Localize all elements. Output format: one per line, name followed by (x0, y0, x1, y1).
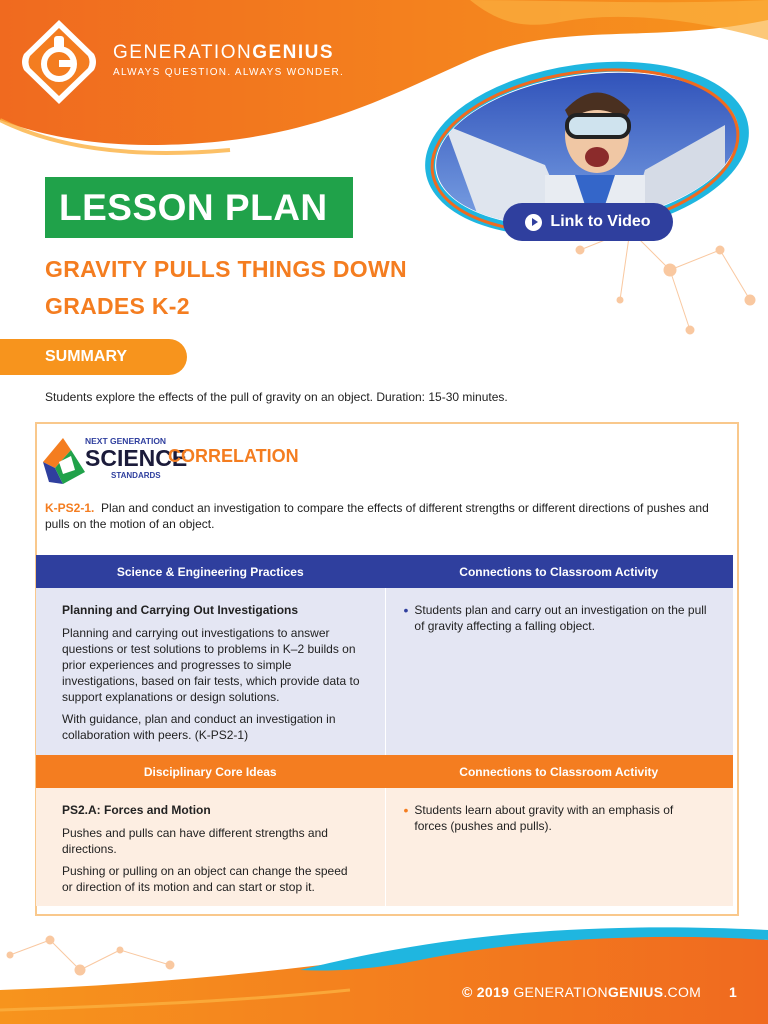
core-ideas-cell (36, 788, 385, 906)
video-button-label: Link to Video (550, 213, 651, 230)
link-to-video-button[interactable] (503, 203, 673, 241)
lesson-title: GRAVITY PULLS THINGS DOWN (45, 256, 407, 282)
practices-para1: Planning and carrying out investigations to answer questions or test solutions to problems in K–2 builds on prior experiences and progresses to simple investigations, based on fair tests, which provide data to support explanations or design solutions. (62, 626, 360, 704)
practices-cell (36, 588, 385, 755)
lesson-grades: GRADES K-2 (45, 293, 190, 319)
core-ideas-connection-text: Students learn about gravity with an emphasis of forces (pushes and pulls). (414, 803, 674, 833)
play-icon (525, 214, 542, 231)
practices-connection-cell (385, 588, 734, 755)
footer-wave-art (0, 910, 768, 1024)
list-item (404, 802, 710, 834)
header-connections: Connections to Classroom Activity (459, 564, 659, 579)
summary-tab: SUMMARY (0, 339, 187, 375)
standard-code: K-PS2-1. (45, 501, 95, 515)
practices-para2: With guidance, plan and conduct an investigation in collaboration with peers. (K-PS2-1) (62, 712, 336, 742)
table-header-core-ideas (36, 755, 733, 788)
ngss-logo (41, 432, 188, 488)
generation-genius-logo (20, 18, 98, 106)
ngss-line1: NEXT GENERATION (85, 436, 167, 446)
table-row (36, 788, 733, 906)
header-connections-2: Connections to Classroom Activity (459, 764, 659, 779)
core-ideas-para2: Pushing or pulling on an object can change the speed or direction of its motion and can start or stop it. (62, 864, 348, 894)
summary-text: Students explore the effects of the pull of gravity on an object. Duration: 15-30 minutes. (45, 390, 508, 404)
table-header-practices (36, 555, 733, 588)
standard-description: Plan and conduct an investigation to compare the effects of different strengths or different directions of pushes and pulls on the motion of an object. (45, 501, 709, 531)
bullet-icon: • (403, 602, 409, 618)
ngss-line2: SCIENCE (85, 445, 188, 471)
header-practices: Science & Engineering Practices (116, 564, 304, 579)
correlation-table (36, 555, 733, 906)
bullet-icon: • (403, 802, 409, 818)
core-ideas-subtitle: PS2.A: Forces and Motion (62, 803, 211, 817)
header-core-ideas: Disciplinary Core Ideas (143, 764, 277, 779)
ngss-line3: STANDARDS (111, 471, 161, 480)
standard-text (45, 500, 715, 532)
footer-copyright: © 2019 GENERATIONGENIUS.COM (462, 984, 702, 1000)
practices-connection-text: Students plan and carry out an investigation on the pull of gravity affecting a falling object. (414, 603, 707, 633)
page-number: 1 (729, 984, 737, 1000)
lesson-plan-badge: LESSON PLAN (45, 177, 353, 238)
brand-name: GENERATIONGENIUS (113, 42, 335, 63)
correlation-title: CORRELATION (168, 446, 299, 466)
brand-tagline: ALWAYS QUESTION. ALWAYS WONDER. (113, 67, 345, 78)
practices-subtitle: Planning and Carrying Out Investigations (62, 603, 299, 617)
core-ideas-connection-cell (385, 788, 734, 906)
core-ideas-para1: Pushes and pulls can have different strengths and directions. (62, 826, 328, 856)
list-item (404, 602, 710, 634)
brand-block (113, 42, 344, 78)
table-row (36, 588, 733, 755)
